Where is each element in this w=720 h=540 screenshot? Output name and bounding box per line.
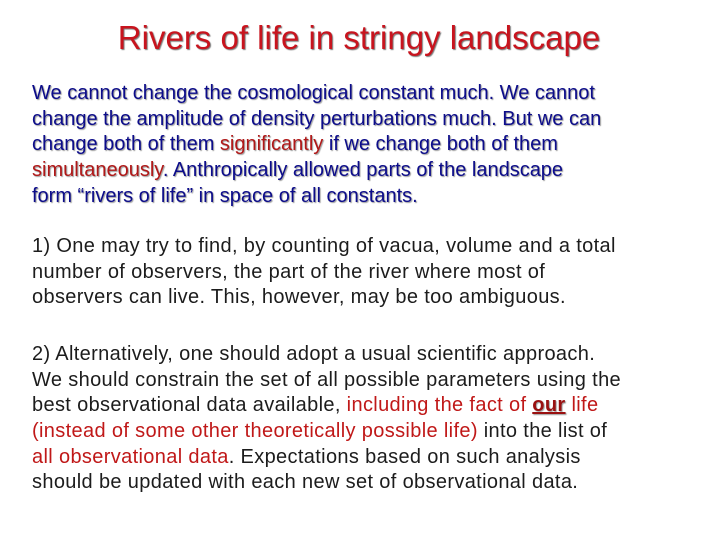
point-2-text: best observational data available, (32, 394, 347, 417)
point-2-line-3 (32, 393, 712, 419)
slide-title-text: Rivers of life in stringy landscape (117, 19, 601, 56)
point-2-text: into the list of (483, 420, 608, 443)
point-1-line-2: number of observers, the part of the river where most of (32, 260, 546, 283)
slide-title (0, 18, 720, 58)
point-2-line-2: We should constrain the set of all possible parameters using the (32, 368, 622, 391)
intro-text: . Anthropically allowed parts of the landscape (162, 159, 564, 182)
intro-line-2: change the amplitude of density perturbations much. But we can (32, 107, 602, 130)
highlight-red-text: life (565, 394, 599, 417)
point-2-line-5 (32, 445, 712, 471)
point-2-line-6: should be updated with each new set of observational data. (32, 471, 579, 494)
emphasis-our: our (532, 394, 566, 417)
emphasis-simultaneously: simultaneously (32, 159, 163, 182)
intro-line-3 (32, 132, 712, 158)
intro-line-4 (32, 158, 712, 184)
point-1-line-1: 1) One may try to find, by counting of vacua, volume and a total (32, 235, 616, 257)
point-2-line-4 (32, 419, 712, 445)
highlight-red-text: (instead of some other theoretically possible life) (32, 420, 484, 443)
point-1-line-3: observers can live. This, however, may be too ambiguous. (32, 286, 566, 309)
highlight-red-text: all observational data (32, 445, 229, 468)
intro-paragraph (32, 81, 712, 209)
point-2-paragraph (32, 342, 712, 496)
highlight-red-text: including the fact of (346, 394, 533, 417)
intro-text: if we change both of them (323, 133, 558, 156)
point-2-line-1: 2) Alternatively, one should adopt a usual scientific approach. (32, 343, 596, 365)
intro-text: change both of them (32, 133, 220, 156)
intro-line-1: We cannot change the cosmological constant much. We cannot (32, 82, 595, 104)
emphasis-significantly: significantly (219, 133, 324, 156)
point-1-paragraph (32, 234, 712, 311)
point-2-text: . Expectations based on such analysis (228, 445, 581, 468)
intro-line-5: form “rivers of life” in space of all constants. (32, 184, 418, 207)
